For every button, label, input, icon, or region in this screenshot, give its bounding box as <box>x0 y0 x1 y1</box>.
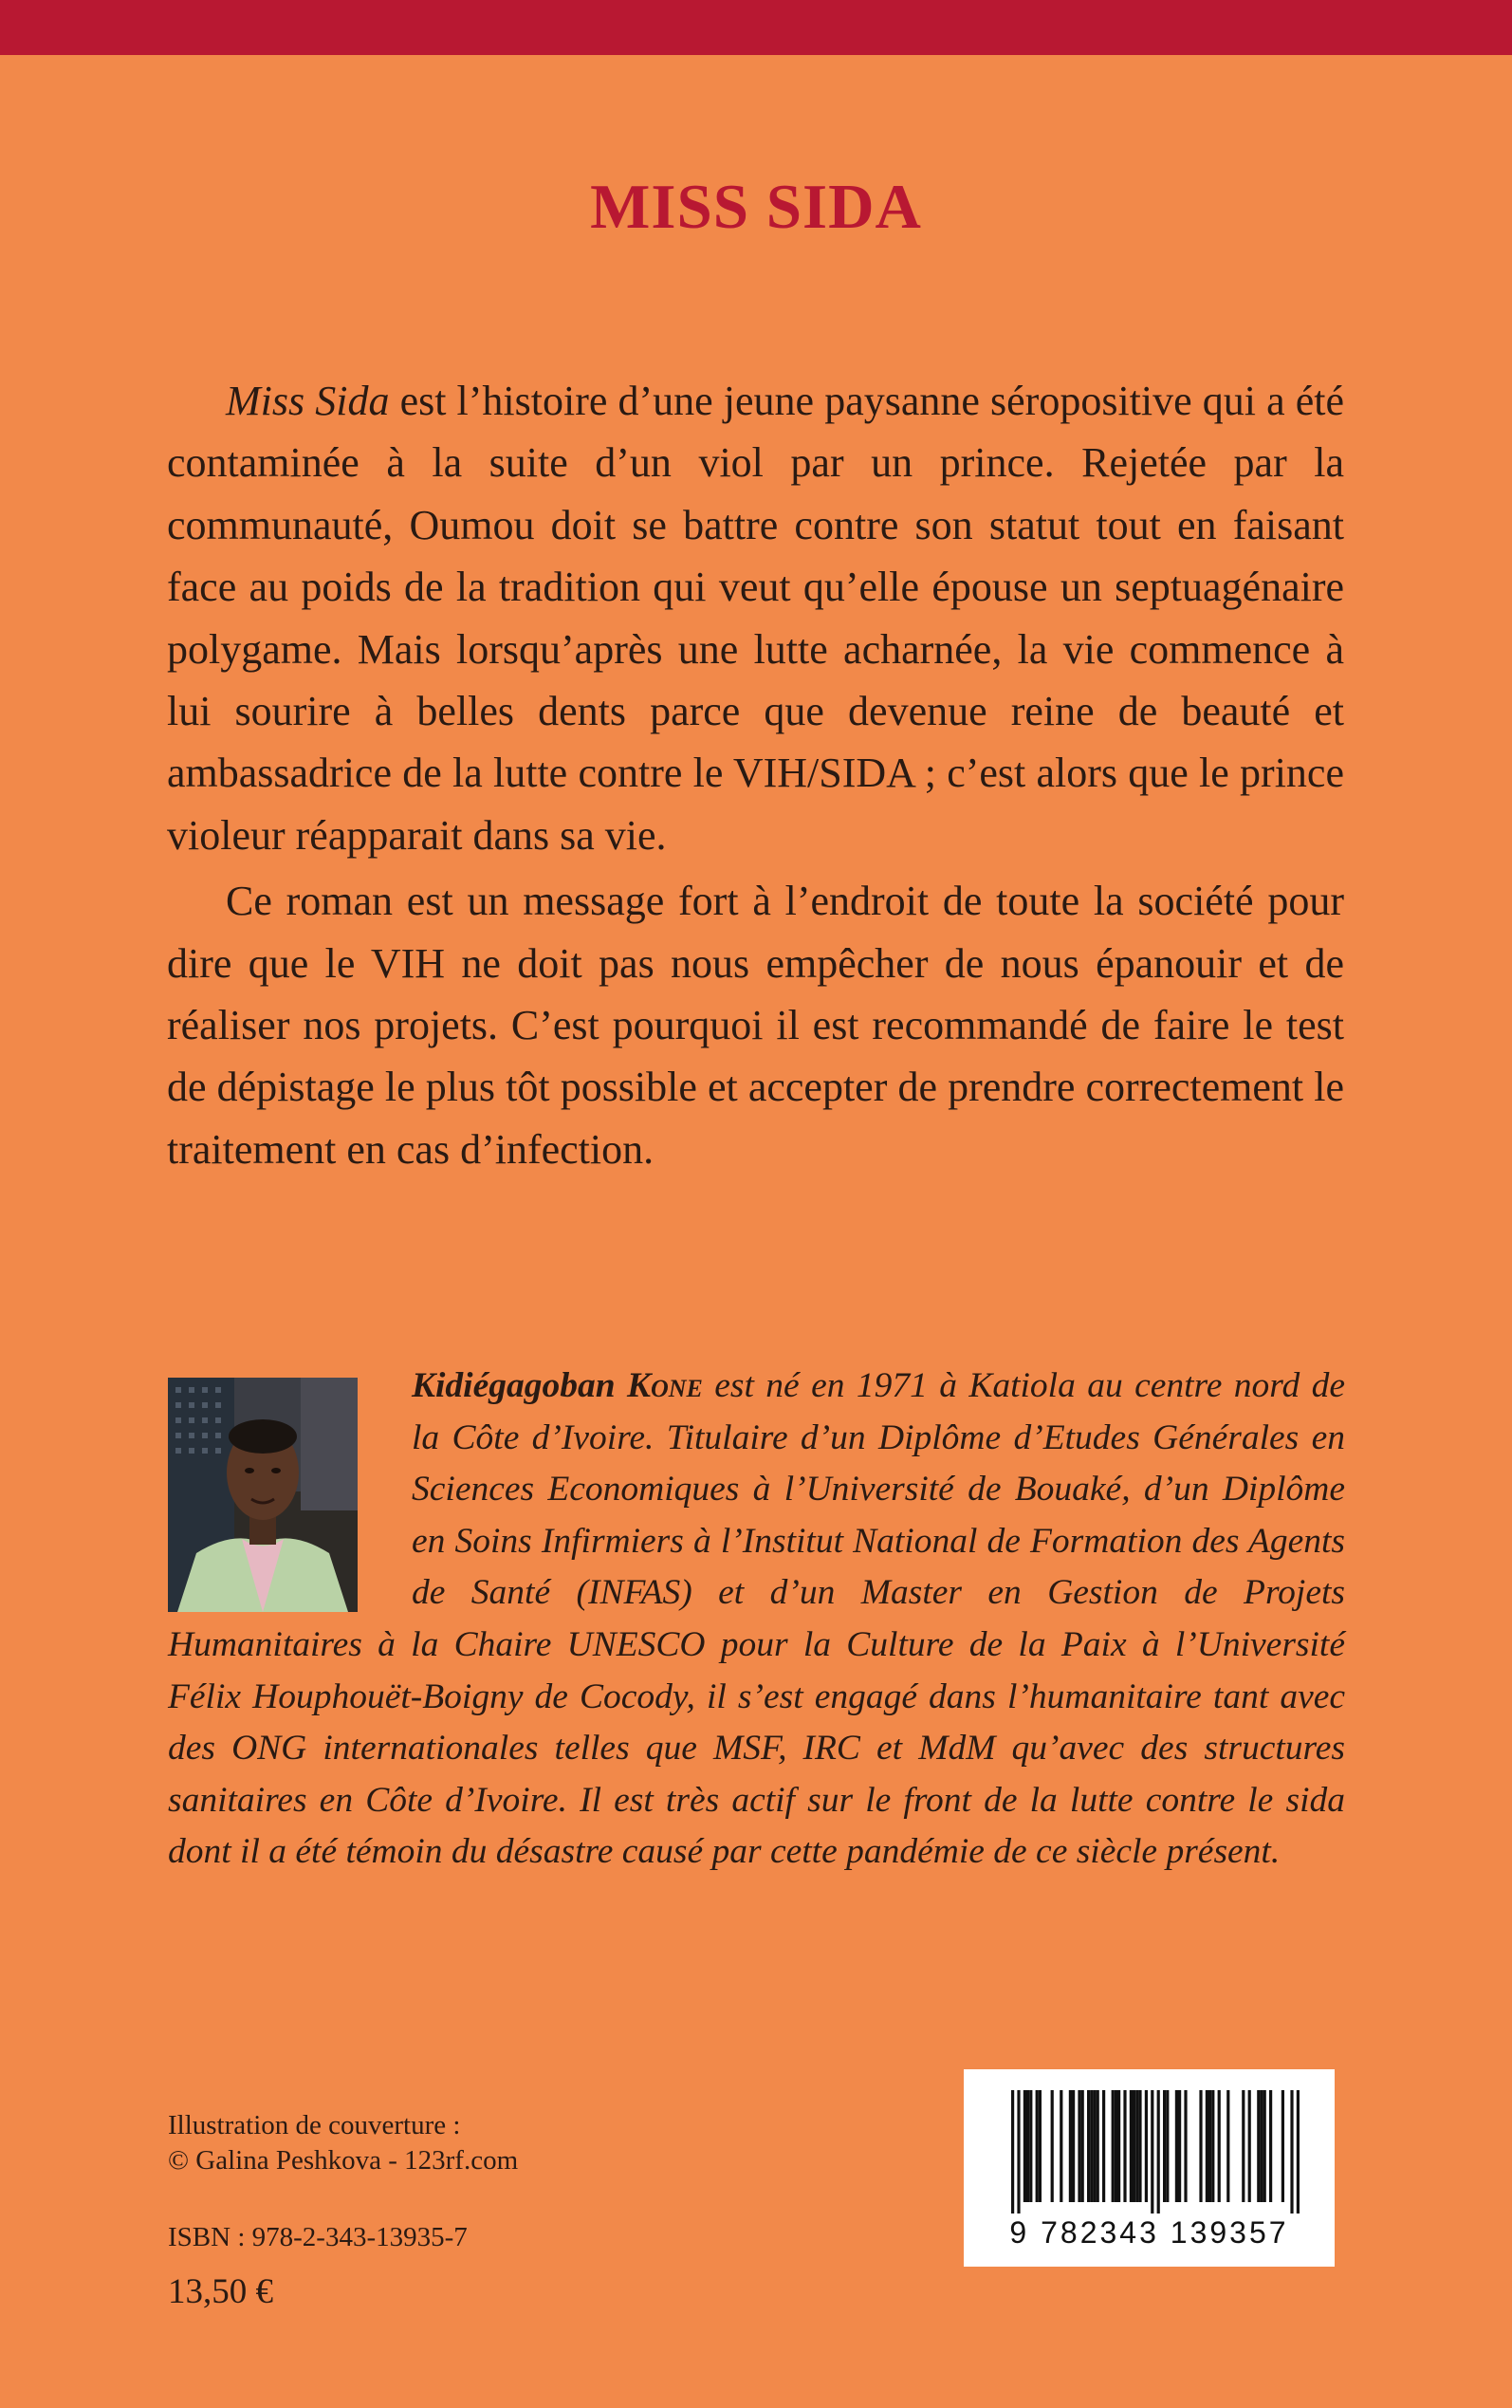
barcode-bar <box>1081 2090 1084 2202</box>
barcode-bar <box>1087 2090 1090 2202</box>
barcode-bar <box>1026 2090 1029 2202</box>
barcode-bar <box>1257 2090 1260 2202</box>
barcode-bar <box>1039 2090 1042 2202</box>
barcode <box>964 2069 1335 2267</box>
synopsis-paragraph-1-text: est l’histoire d’une jeune paysanne séropositive qui a été contaminée à la suite d’un viol par un prince. Rejetée par la communauté, Oumou doit se battre contre son statut tout en faisant face au poids de la tradition qui veut qu’elle épouse un septuagénaire polygame. Mais lorsqu’après une lutte acharnée, la vie commence à lui sourire à belles dents parce que devenue reine de beauté et ambassadrice de la lutte contre le VIH/SIDA ; c’est alors que le prince violeur réapparait dans sa vie. <box>167 378 1345 859</box>
barcode-bar <box>1263 2090 1266 2202</box>
barcode-bar <box>1226 2090 1229 2202</box>
author-bio-text: est né en 1971 à Katiola au centre nord de la Côte d’Ivoire. Titulaire d’un Diplôme d’Etudes Générales en Sciences Economiques à l’Université de Bouaké, d’un Diplôme en Soins Infirmiers à l’Institut National de Formation des Agents de Santé (INFAS) et d’un Master en Gestion de Projets Humanitaires à la Chaire UNESCO pour la Culture de la Paix à l’Université Félix Houphouët-Boigny de Cocody, il s’est engagé dans l’humanitaire tant avec des ONG internationales telles que MSF, IRC et MdM qu’avec des structures sanitaires en Côte d’Ivoire. Il est très actif sur le front de la lutte contre le sida dont il a été témoin du désastre causé par cette pandémie de ce siècle présent. <box>168 1366 1345 1872</box>
book-title: MISS SIDA <box>590 172 922 242</box>
barcode-bar <box>1282 2090 1284 2202</box>
synopsis-paragraph-1 <box>167 370 1344 866</box>
credit-source: © Galina Peshkova - 123rf.com <box>168 2145 519 2176</box>
barcode-bar <box>1051 2090 1054 2202</box>
synopsis-title-italic: Miss Sida <box>226 378 390 424</box>
barcode-bar <box>1138 2090 1141 2202</box>
portrait-spacer <box>168 1361 358 1609</box>
barcode-bar <box>1123 2090 1126 2202</box>
barcode-bar <box>1157 2090 1160 2214</box>
isbn: ISBN : 978-2-343-13935-7 <box>168 2222 468 2252</box>
synopsis <box>167 370 1344 1180</box>
barcode-bar <box>1011 2090 1014 2214</box>
barcode-bar <box>1211 2090 1214 2202</box>
barcode-bar <box>1102 2090 1105 2202</box>
barcode-bar <box>1072 2090 1075 2202</box>
credit-label: Illustration de couverture : <box>168 2110 461 2140</box>
barcode-bar <box>1117 2090 1120 2202</box>
barcode-bar <box>1199 2090 1202 2202</box>
barcode-bar <box>1135 2090 1138 2202</box>
barcode-bar <box>1036 2090 1039 2202</box>
barcode-bar <box>1029 2090 1032 2202</box>
barcode-bar <box>1242 2090 1245 2202</box>
barcode-bar <box>1023 2090 1026 2202</box>
barcode-bar <box>1078 2090 1080 2202</box>
barcode-bar <box>1115 2090 1117 2202</box>
barcode-bar <box>1112 2090 1115 2202</box>
barcode-bar <box>1184 2090 1187 2202</box>
barcode-digits: 9 782343 139357 <box>1009 2215 1289 2250</box>
barcode-bar <box>1206 2090 1208 2202</box>
barcode-bar <box>1093 2090 1096 2202</box>
barcode-bar <box>1218 2090 1221 2202</box>
barcode-bar <box>1145 2090 1148 2202</box>
barcode-bar <box>1269 2090 1272 2202</box>
barcode-bar <box>1290 2090 1293 2214</box>
synopsis-paragraph-2: Ce roman est un message fort à l’endroit de toute la société pour dire que le VIH ne doit pas nous empêcher de nous épanouir et de réaliser nos projets. C’est pourquoi il est recommandé de faire le test de dépistage le plus tôt possible et accepter de prendre correctement le traitement en cas d’infection. <box>167 878 1344 1173</box>
barcode-bar <box>1260 2090 1263 2202</box>
author-last-name: Kone <box>626 1366 703 1405</box>
barcode-bar <box>1130 2090 1133 2202</box>
barcode-bar <box>1097 2090 1099 2202</box>
barcode-bar <box>1178 2090 1181 2202</box>
price: 13,50 € <box>168 2272 273 2311</box>
barcode-bar <box>1090 2090 1093 2202</box>
barcode-bar <box>1060 2090 1062 2202</box>
barcode-bars <box>985 2090 1314 2217</box>
author-biography <box>168 1361 1345 1879</box>
barcode-bar <box>1151 2090 1153 2214</box>
barcode-bar <box>1297 2090 1300 2214</box>
barcode-bar <box>1248 2090 1251 2202</box>
barcode-bar <box>1133 2090 1135 2202</box>
barcode-bar <box>1017 2090 1020 2214</box>
barcode-bar <box>1208 2090 1211 2202</box>
cover-illustration-credit <box>168 2108 518 2178</box>
top-color-band <box>0 0 1512 55</box>
barcode-bar <box>1163 2090 1166 2202</box>
barcode-bar <box>1175 2090 1178 2202</box>
author-first-name: Kidiégagoban <box>412 1366 616 1405</box>
barcode-bar <box>1166 2090 1169 2202</box>
barcode-bar <box>1069 2090 1072 2202</box>
